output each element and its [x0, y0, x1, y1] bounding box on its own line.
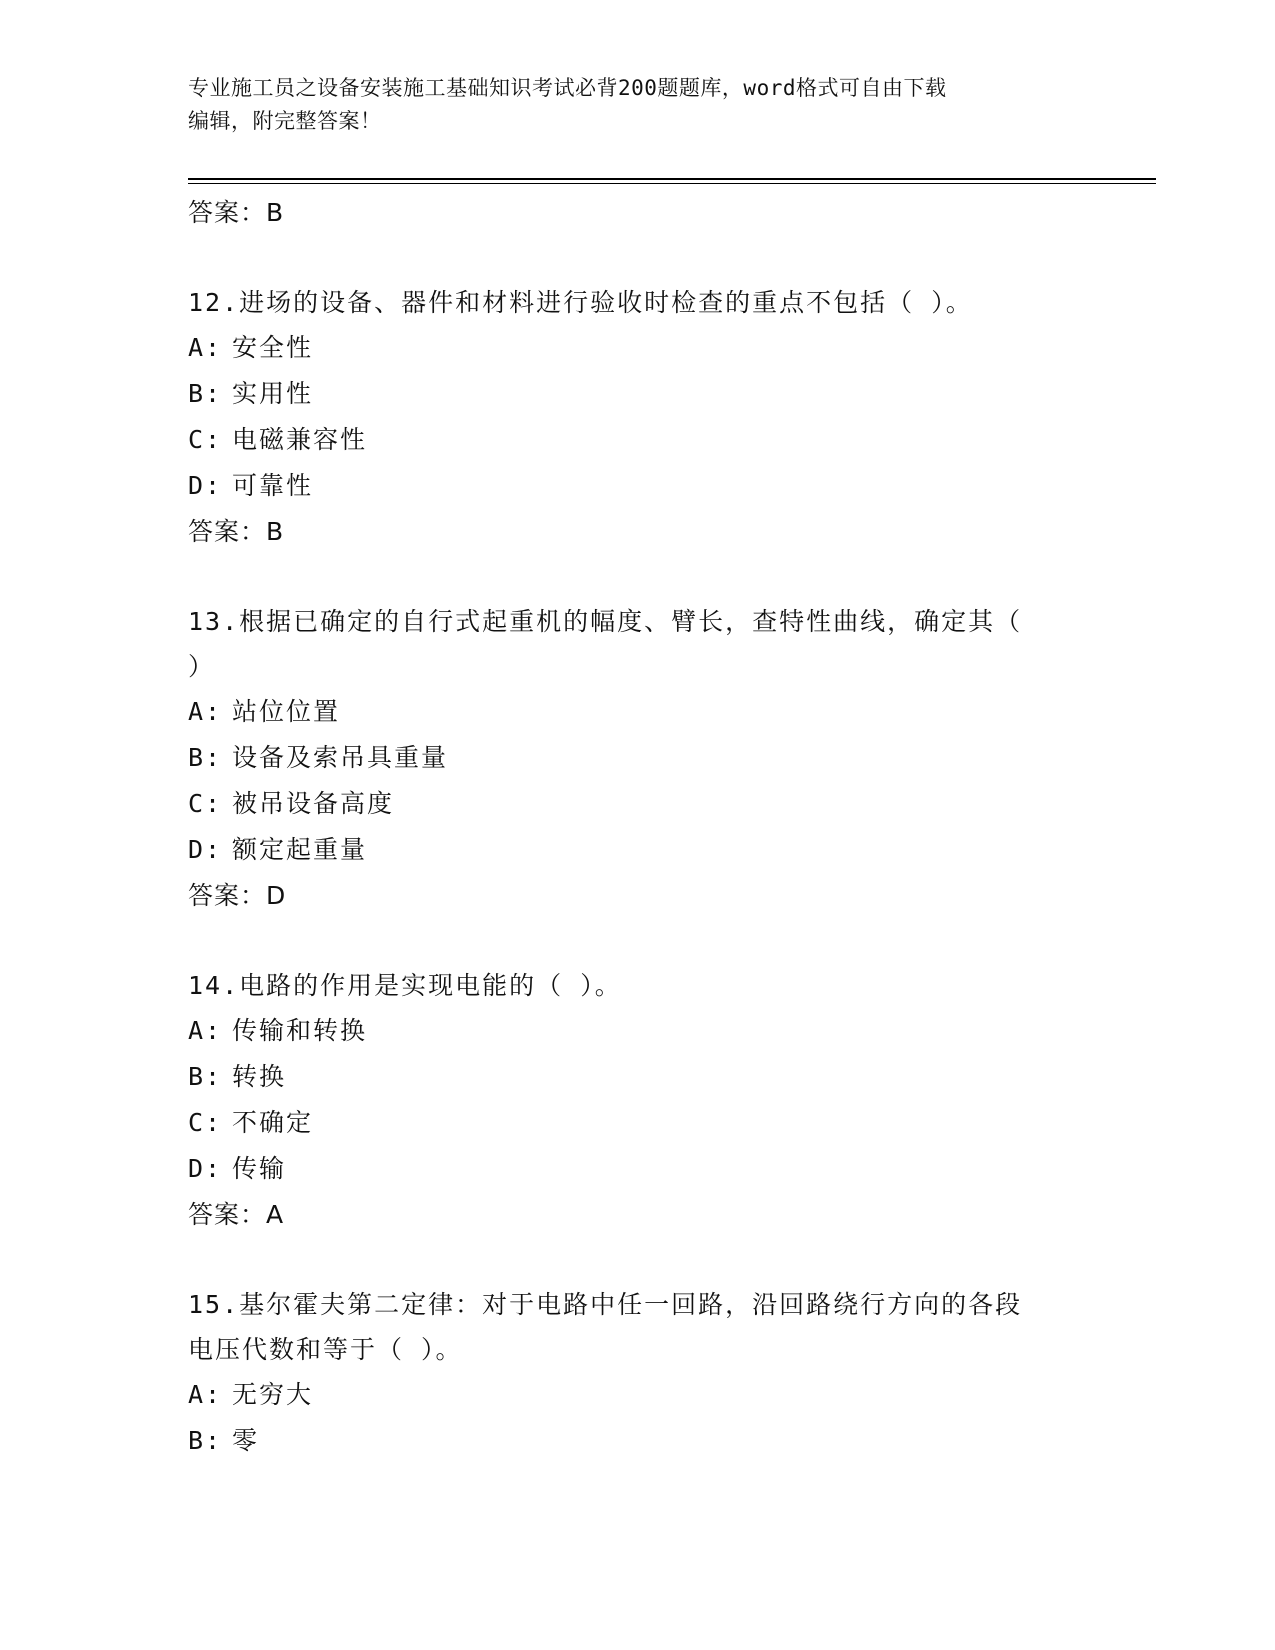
option-text: 可靠性 — [232, 471, 314, 500]
document-header — [188, 72, 1068, 138]
option-d — [188, 463, 1088, 509]
answer-line — [188, 1192, 1088, 1238]
answer-line — [188, 190, 1088, 236]
option-c — [188, 1100, 1088, 1146]
answer-value: B — [266, 517, 285, 546]
question-list — [188, 190, 1088, 1464]
option-label: B: — [188, 1426, 223, 1455]
option-label: A: — [188, 1380, 223, 1409]
answer-label: 答案： — [188, 198, 267, 227]
question-item — [188, 599, 1088, 919]
option-c — [188, 781, 1088, 827]
option-label: A: — [188, 697, 223, 726]
option-text: 电磁兼容性 — [232, 425, 368, 454]
option-b — [188, 1418, 1088, 1464]
question-stem-continued: ） — [188, 652, 216, 681]
option-label: D: — [188, 835, 223, 864]
option-label: A: — [188, 333, 223, 362]
answer-value: A — [266, 1200, 285, 1229]
question-item — [188, 963, 1088, 1238]
option-text: 站位位置 — [232, 697, 341, 726]
option-d — [188, 1146, 1088, 1192]
option-a — [188, 689, 1088, 735]
header-line-1: 专业施工员之设备安装施工基础知识考试必背200题题库，word格式可自由下载 — [188, 76, 947, 100]
option-label: C: — [188, 1108, 223, 1137]
header-line-2: 编辑，附完整答案！ — [188, 109, 382, 133]
answer-line — [188, 509, 1088, 555]
option-text: 零 — [232, 1426, 260, 1455]
option-b — [188, 735, 1088, 781]
option-label: A: — [188, 1016, 223, 1045]
option-text: 设备及索吊具重量 — [232, 743, 449, 772]
header-divider — [188, 178, 1156, 180]
option-c — [188, 417, 1088, 463]
option-text: 无穷大 — [232, 1380, 314, 1409]
answer-value: D — [266, 881, 287, 910]
option-b — [188, 371, 1088, 417]
header-divider-thin — [188, 183, 1156, 184]
question-item — [188, 1282, 1088, 1464]
answer-label: 答案： — [188, 881, 267, 910]
option-text: 实用性 — [232, 379, 314, 408]
question-stem: 12.进场的设备、器件和材料进行验收时检查的重点不包括（ ）。 — [188, 288, 973, 317]
answer-line — [188, 873, 1088, 919]
answer-label: 答案： — [188, 517, 267, 546]
option-b — [188, 1054, 1088, 1100]
option-text: 不确定 — [232, 1108, 314, 1137]
question-stem: 13.根据已确定的自行式起重机的幅度、臂长，查特性曲线，确定其（ — [188, 607, 1023, 636]
option-label: C: — [188, 425, 223, 454]
option-label: C: — [188, 789, 223, 818]
option-a — [188, 1008, 1088, 1054]
option-text: 转换 — [232, 1062, 287, 1091]
question-stem-continued: 电压代数和等于（ ）。 — [188, 1335, 463, 1364]
option-label: B: — [188, 1062, 223, 1091]
option-label: B: — [188, 379, 223, 408]
option-label: D: — [188, 1154, 223, 1183]
question-stem: 15.基尔霍夫第二定律：对于电路中任一回路，沿回路绕行方向的各段 — [188, 1290, 1023, 1319]
option-text: 传输和转换 — [232, 1016, 368, 1045]
option-label: D: — [188, 471, 223, 500]
option-text: 额定起重量 — [232, 835, 368, 864]
answer-label: 答案： — [188, 1200, 267, 1229]
option-d — [188, 827, 1088, 873]
option-label: B: — [188, 743, 223, 772]
question-stem: 14.电路的作用是实现电能的（ ）。 — [188, 971, 622, 1000]
option-text: 传输 — [232, 1154, 287, 1183]
answer-value: B — [266, 198, 285, 227]
option-a — [188, 325, 1088, 371]
question-item — [188, 280, 1088, 555]
option-a — [188, 1372, 1088, 1418]
option-text: 被吊设备高度 — [232, 789, 395, 818]
option-text: 安全性 — [232, 333, 314, 362]
